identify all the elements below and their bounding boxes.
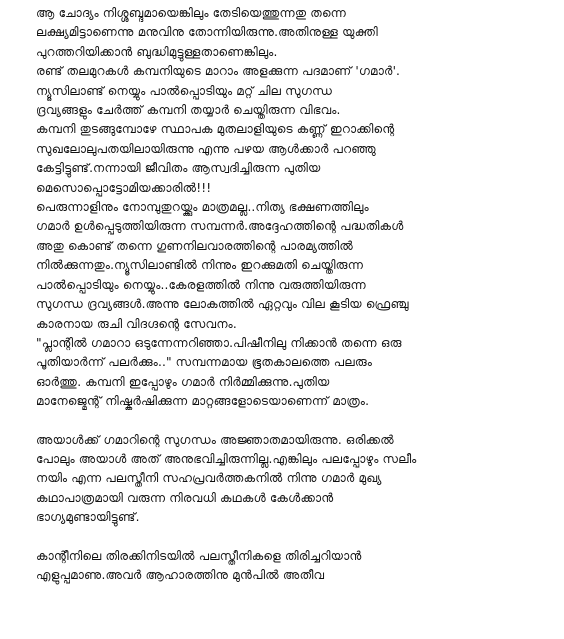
text-line: കമ്പനി തുടങ്ങുമ്പോഴേ സ്ഥാപക മുതലാളിയുടെ കണ്ണ് ഇറാക്കിന്റെ bbox=[36, 122, 395, 137]
paragraph-spacer bbox=[36, 412, 554, 431]
text-line: പൂതിയാർന്ന് പലർക്കും.." സമ്പന്നമായ ഭൂതകാലത്തെ പലരും bbox=[36, 355, 373, 370]
text-line: അയാൾക്ക് ഗമാറിന്റെ സുഗന്ധം അജ്ഞാതമായിരുന്നു. ഒരിക്കൽ bbox=[36, 432, 394, 447]
text-line: രണ്ട് തലമുറകൾ കമ്പനിയുടെ മാറാം അളക്കുന്ന പദമാണ് 'ഗമാർ'. bbox=[36, 64, 401, 79]
text-line: കാന്റീനിലെ തിരക്കിനിടയിൽ പലസ്തീനികളെ തിരിച്ചറിയാൻ bbox=[36, 548, 362, 563]
text-line: "പ്ലാന്റിൽ ഗമാറാ ഒടുന്നേന്നറിഞ്ഞാ.പിഷീനിലു നിക്കാൻ തന്നെ ഒരു bbox=[36, 335, 402, 350]
text-line: പാൽപ്പൊടിയും നെയ്യും..കേരളത്തിൽ നിന്നു വരുത്തിയിരുന്ന bbox=[36, 277, 367, 292]
text-line: മെസൊപ്പൊട്ടോമിയക്കാരിൽ!!! bbox=[36, 180, 212, 195]
text-line: സുഖലോലുപതയിലായിരുന്നു എന്നു പഴയ ആൾക്കാർ പറഞ്ഞു bbox=[36, 141, 376, 156]
paragraph-6 bbox=[36, 547, 554, 586]
paragraph-3 bbox=[36, 198, 554, 334]
text-line: ഭാഗ്യമുണ്ടായിട്ടുണ്ട്. bbox=[36, 510, 140, 525]
text-line: നയിം എന്ന പലസ്തീനി സഹപ്രവർത്തകനിൽ നിന്നു ഗമാർ മുഖ്യ bbox=[36, 471, 382, 486]
paragraph-4 bbox=[36, 334, 554, 412]
paragraph-2 bbox=[36, 62, 554, 198]
text-line: മാനേജ്മെന്റ് നിഷ്കർഷിക്കുന്ന മാറ്റങ്ങളോടെയാണെന്ന് മാത്രം. bbox=[36, 394, 370, 409]
text-line: പുറത്തറിയിക്കാൻ ബുദ്ധിമുട്ടുള്ളതാണെങ്കിലും. bbox=[36, 44, 278, 59]
text-line: നിൽക്കുന്നതും.ന്യൂസിലാണ്ടിൽ നിന്നും ഇറക്കുമതി ചെയ്തിരുന്ന bbox=[36, 258, 364, 273]
text-line: കാരനായ രുചി വിദഗ്ദന്റെ സേവനം. bbox=[36, 316, 237, 331]
text-line: ലക്ഷ്യമിട്ടാണെന്നു മനുവിനു തോന്നിയിരുന്നു.അതിനുള്ള യുക്തി bbox=[36, 25, 378, 40]
text-line: അതു കൊണ്ട് തന്നെ ഗുണനിലവാരത്തിന്റെ പാരമ്യത്തിൽ bbox=[36, 238, 354, 253]
text-line: പെരുന്നാളിനും നോമ്പുതുറയ്ക്കും മാത്രമല്ല..നിത്യ ഭക്ഷണത്തിലും bbox=[36, 200, 369, 215]
text-line: സുഗന്ധ ദ്രവ്യങ്ങൾ.അന്നു ലോകത്തിൽ ഏറ്റവും വില കൂടിയ ഫ്രെഞ്ചു bbox=[36, 297, 409, 312]
paragraph-1 bbox=[36, 4, 554, 62]
text-line: ന്യൂസിലാണ്ട് നെയ്യും പാൽപ്പൊടിയും മറ്റ് ചില സുഗന്ധ bbox=[36, 83, 333, 98]
text-line: കഥാപാത്രമായി വരുന്ന നിരവധി കഥകൾ കേൾക്കാൻ bbox=[36, 490, 334, 505]
paragraph-spacer bbox=[36, 528, 554, 547]
text-line: ദ്രവ്യങ്ങളും ചേർത്ത് കമ്പനി തയ്യാർ ചെയ്തിരുന്ന വിഭവം. bbox=[36, 103, 341, 118]
text-line: ആ ചോദ്യം നിശ്ശബ്ദമായെങ്കിലും തേടിയെത്തുന്നതു തന്നെ bbox=[36, 6, 347, 20]
text-line: എളുപ്പമാണു.അവർ ആഹാരത്തിനു മുൻപിൽ അതീവ bbox=[36, 567, 325, 582]
text-line: കേട്ടിട്ടുണ്ട്.നന്നായി ജീവിതം ആസ്വദിച്ചിരുന്ന പുതിയ bbox=[36, 161, 321, 176]
text-line: ഓർത്തു. കമ്പനി ഇപ്പോഴും ഗമാർ നിർമ്മിക്കുന്നു.പുതിയ bbox=[36, 374, 330, 389]
text-line: ഗമാർ ഉൾപ്പെടുത്തിയിരുന്ന സമ്പന്നർ.അദ്ദേഹത്തിന്റെ പദ്ധതികൾ bbox=[36, 219, 404, 234]
paragraph-5 bbox=[36, 431, 554, 528]
text-line: പോലും അയാൾ അത് അനുഭവിച്ചിരുന്നില്ല.എങ്കിലും പലപ്പോഴും സലീം bbox=[36, 451, 417, 466]
